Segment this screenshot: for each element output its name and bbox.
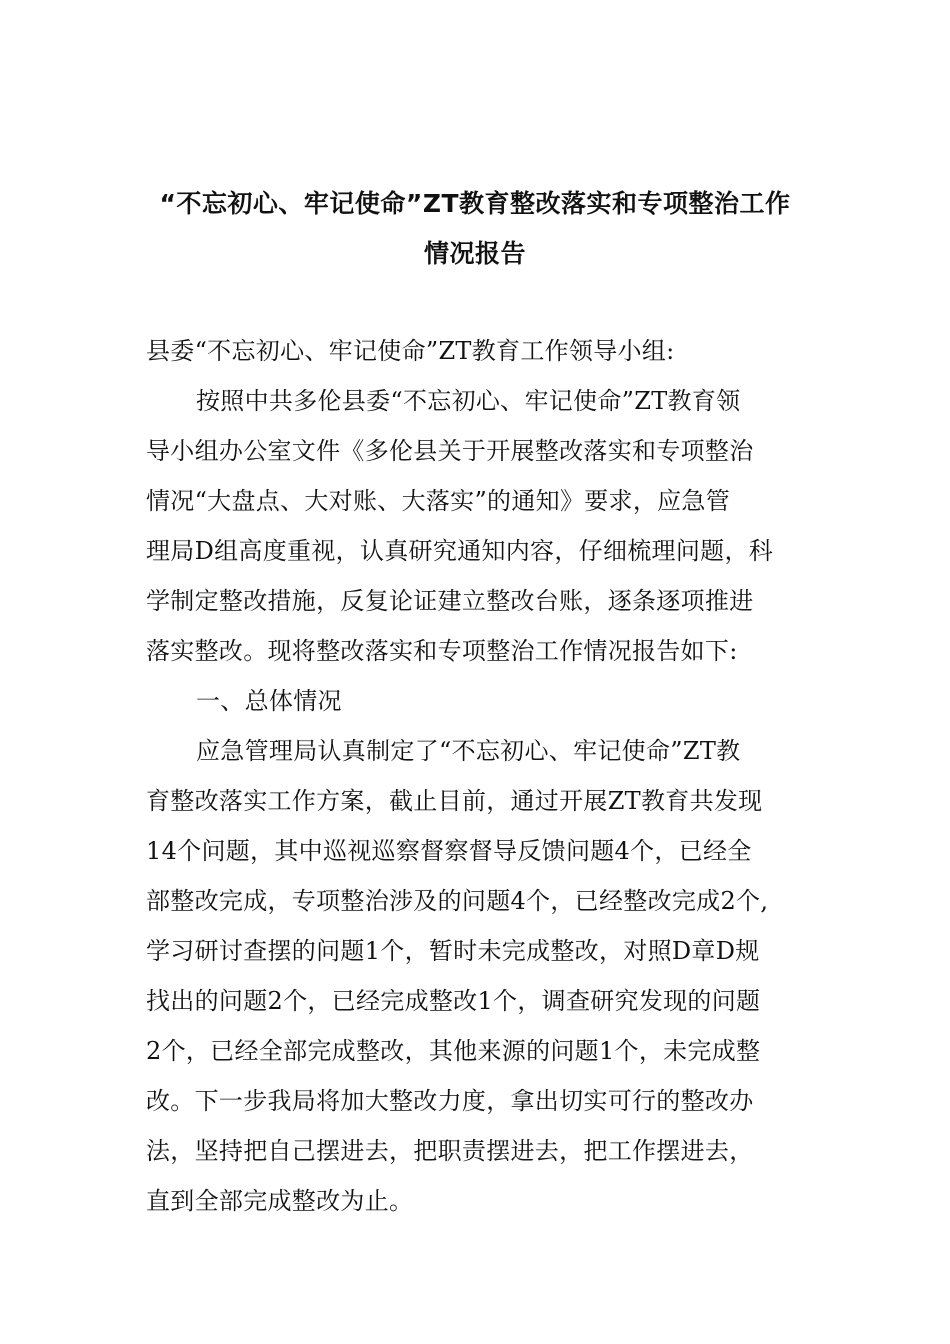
paragraph1-line: 导小组办公室文件《多伦县关于开展整改落实和专项整治	[146, 437, 754, 465]
document-title-line-1: “不忘初心、牢记使命”ZT教育整改落实和专项整治工作	[159, 189, 791, 218]
paragraph2-line: 直到全部完成整改为止。	[146, 1187, 414, 1215]
paragraph2-line: 14个问题，其中巡视巡察督察督导反馈问题4个，已经全	[146, 837, 752, 865]
paragraph2-line: 学习研讨查摆的问题1个，暂时未完成整改，对照D章D规	[146, 937, 760, 965]
section-heading: 一、总体情况	[196, 687, 342, 715]
paragraph1-line: 按照中共多伦县委“不忘初心、牢记使命”ZT教育领	[196, 387, 741, 415]
document-title-line-2: 情况报告	[423, 239, 526, 268]
paragraph2-line: 育整改落实工作方案，截止目前，通过开展ZT教育共发现	[146, 787, 763, 815]
paragraph2-line: 2个，已经全部完成整改，其他来源的问题1个，未完成整	[146, 1037, 761, 1065]
paragraph1-line: 理局D组高度重视，认真研究通知内容，仔细梳理问题，科	[146, 537, 774, 565]
paragraph2-line: 法，坚持把自己摆进去，把职责摆进去，把工作摆进去，	[146, 1137, 754, 1165]
paragraph1-line: 落实整改。现将整改落实和专项整治工作情况报告如下:	[146, 637, 738, 665]
paragraph2-line: 部整改完成，专项整治涉及的问题4个，已经整改完成2个,	[146, 887, 769, 915]
paragraph1-line: 学制定整改措施，反复论证建立整改台账，逐条逐项推进	[146, 587, 754, 615]
paragraph2-line: 改。下一步我局将加大整改力度，拿出切实可行的整改办	[146, 1087, 754, 1115]
paragraph1-line: 情况“大盘点、大对账、大落实”的通知》要求，应急管	[146, 487, 731, 515]
salutation: 县委“不忘初心、牢记使命”ZT教育工作领导小组:	[146, 337, 675, 365]
paragraph2-line: 应急管理局认真制定了“不忘初心、牢记使命”ZT教	[196, 737, 741, 765]
paragraph2-line: 找出的问题2个，已经完成整改1个，调查研究发现的问题	[146, 987, 761, 1015]
